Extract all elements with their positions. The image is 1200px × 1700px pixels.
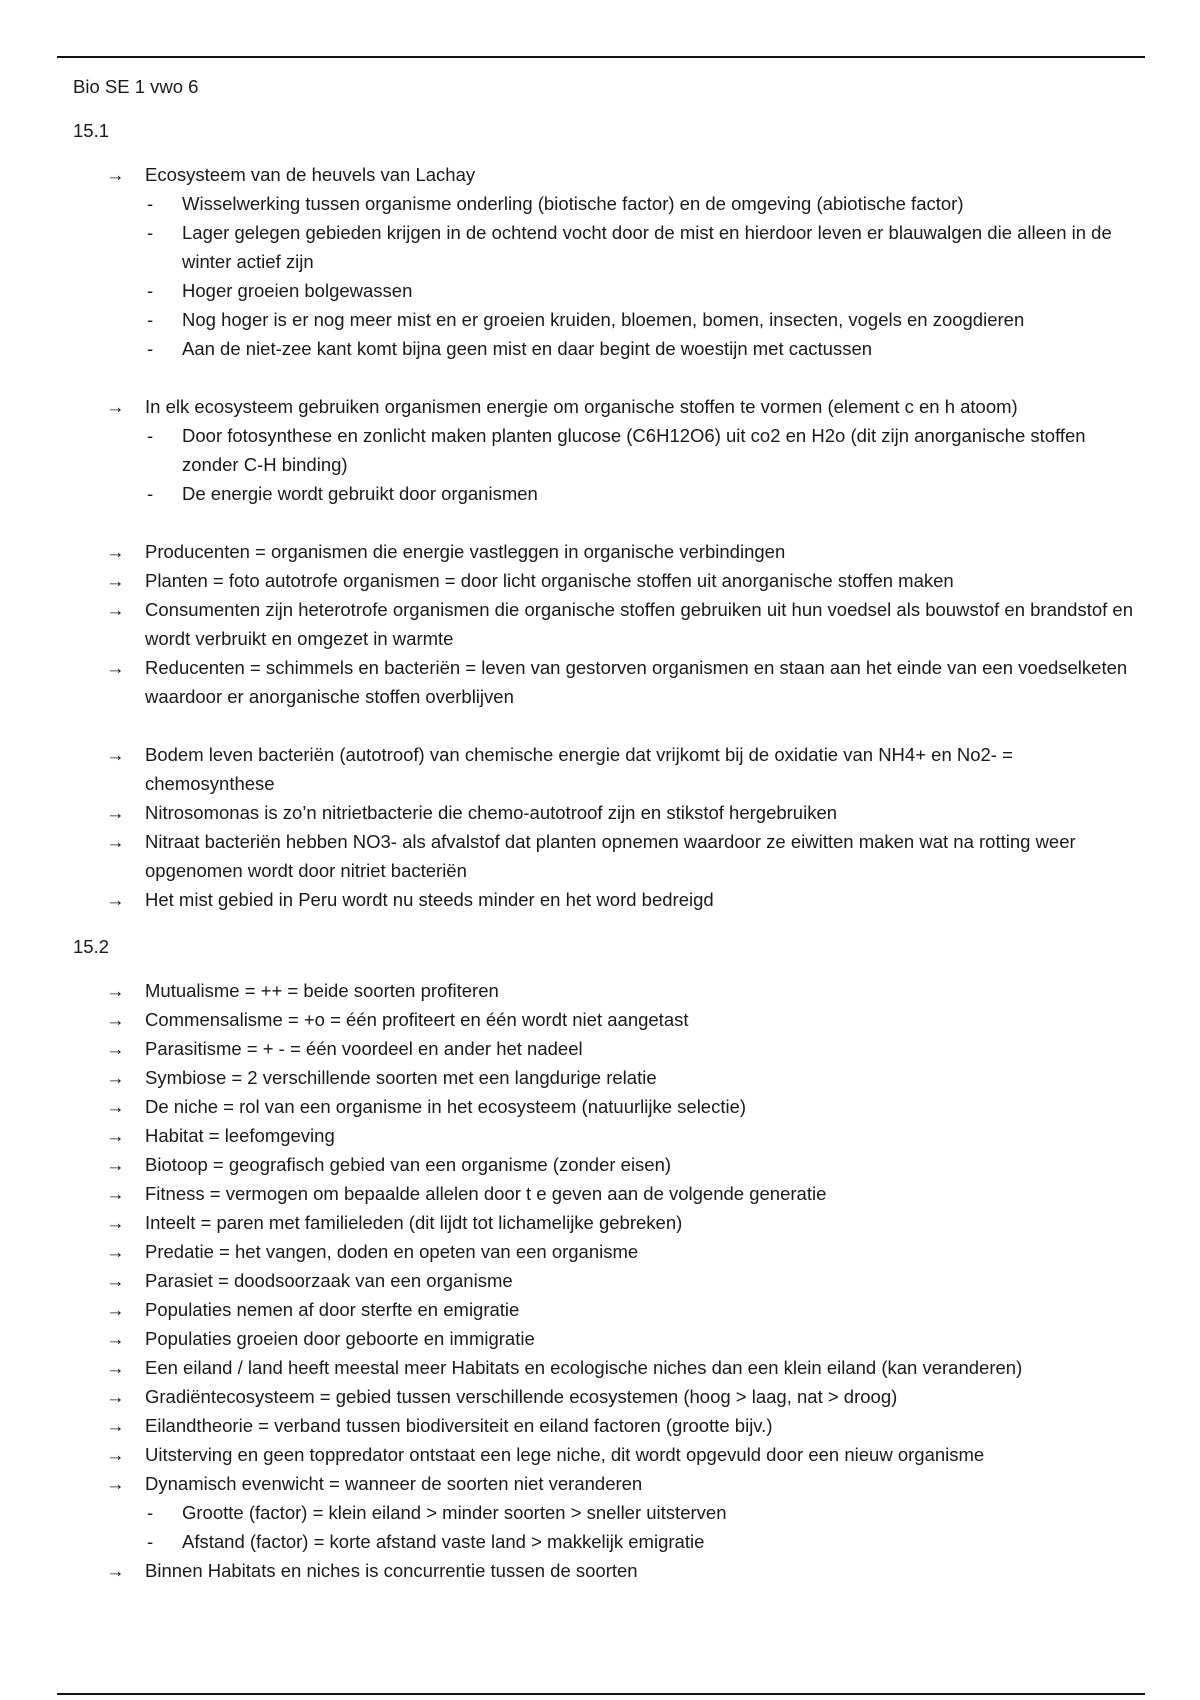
sub-bullet-item [73,334,1143,363]
sub-bullet-text: Grootte (factor) = klein eiland > minder soorten > sneller uitsterven [182,1502,727,1523]
bullet-item [73,1237,1143,1266]
bullet-item [73,595,1143,653]
bullet-text: Eilandtheorie = verband tussen biodiversiteit en eiland factoren (grootte bijv.) [145,1415,773,1436]
bullet-text: Predatie = het vangen, doden en opeten van een organisme [145,1241,639,1262]
bullet-text: Planten = foto autotrofe organismen = door licht organische stoffen uit anorganische stoffen maken [145,570,954,591]
sub-bullet-text: Lager gelegen gebieden krijgen in de ochtend vocht door de mist en hierdoor leven er blauwalgen die alleen in de winter actief zijn [182,222,1112,272]
bullet-item [73,740,1143,798]
arrow-bullet-icon: → [106,1415,125,1436]
bullet-item [73,798,1143,827]
bullet-group [73,537,1143,711]
sub-bullet-item [73,276,1143,305]
arrow-bullet-icon: → [106,1009,125,1030]
arrow-bullet-icon: → [106,1154,125,1175]
sub-bullet-item [73,1527,1143,1556]
bullet-item [73,827,1143,885]
sub-bullet-text: De energie wordt gebruikt door organismen [182,483,538,504]
sub-bullet-item [73,421,1143,479]
bullet-item [73,1034,1143,1063]
arrow-bullet-icon: → [106,889,125,910]
arrow-bullet-icon: → [106,1473,125,1494]
sub-bullet-text: Nog hoger is er nog meer mist en er groeien kruiden, bloemen, bomen, insecten, vogels en zoogdieren [182,309,1025,330]
arrow-bullet-icon: → [106,1270,125,1291]
bullet-text: Dynamisch evenwicht = wanneer de soorten niet veranderen [145,1473,643,1494]
bullet-item [73,1324,1143,1353]
document-title: Bio SE 1 vwo 6 [73,76,199,97]
bullet-text: Commensalisme = +o = één profiteert en één wordt niet aangetast [145,1009,689,1030]
arrow-bullet-icon: → [106,1444,125,1465]
bullet-item [73,1382,1143,1411]
arrow-bullet-icon: → [106,570,125,591]
bullet-text: Parasiet = doodsoorzaak van een organisme [145,1270,513,1291]
sub-bullet-item [73,479,1143,508]
arrow-bullet-icon: → [106,657,125,678]
bullet-text: Een eiland / land heeft meestal meer Habitats en ecologische niches dan een klein eiland (kan veranderen) [145,1357,1023,1378]
section [73,116,1143,914]
bullet-item [73,1150,1143,1179]
section [73,932,1143,1585]
bullet-group [73,392,1143,508]
section-heading: 15.1 [73,120,110,141]
arrow-bullet-icon: → [106,802,125,823]
bullet-item [73,1121,1143,1150]
bullet-text: Het mist gebied in Peru wordt nu steeds minder en het word bedreigd [145,889,714,910]
bullet-item [73,160,1143,189]
arrow-bullet-icon: → [106,1357,125,1378]
sub-bullet-item [73,1498,1143,1527]
arrow-bullet-icon: → [106,1560,125,1581]
bullet-text: In elk ecosysteem gebruiken organismen energie om organische stoffen te vormen (element c en h atoom) [145,396,1018,417]
bullet-text: Mutualisme = ++ = beide soorten profiteren [145,980,499,1001]
arrow-bullet-icon: → [106,1299,125,1320]
arrow-bullet-icon: → [106,1241,125,1262]
bullet-text: Habitat = leefomgeving [145,1125,335,1146]
bullet-text: Nitraat bacteriën hebben NO3- als afvalstof dat planten opnemen waardoor ze eiwitten maken wat na rotting weer opgenomen wordt door nitriet bacteriën [145,831,1076,881]
bullet-item [73,1411,1143,1440]
bullet-item [73,537,1143,566]
bullet-text: Populaties nemen af door sterfte en emigratie [145,1299,520,1320]
bullet-text: Symbiose = 2 verschillende soorten met een langdurige relatie [145,1067,657,1088]
dash-bullet-icon: - [147,425,154,446]
arrow-bullet-icon: → [106,1067,125,1088]
dash-bullet-icon: - [147,222,154,243]
sub-bullet-text: Aan de niet-zee kant komt bijna geen mist en daar begint de woestijn met cactussen [182,338,873,359]
arrow-bullet-icon: → [106,599,125,620]
arrow-bullet-icon: → [106,980,125,1001]
bullet-item [73,1353,1143,1382]
arrow-bullet-icon: → [106,744,125,765]
bullet-text: Producenten = organismen die energie vastleggen in organische verbindingen [145,541,786,562]
arrow-bullet-icon: → [106,1183,125,1204]
bullet-text: Binnen Habitats en niches is concurrentie tussen de soorten [145,1560,638,1581]
arrow-bullet-icon: → [106,1212,125,1233]
bullet-item [73,392,1143,421]
bullet-text: De niche = rol van een organisme in het ecosysteem (natuurlijke selectie) [145,1096,747,1117]
top-rule [57,56,1145,58]
bullet-text: Populaties groeien door geboorte en immigratie [145,1328,535,1349]
bullet-item [73,885,1143,914]
dash-bullet-icon: - [147,193,154,214]
bullet-item [73,1063,1143,1092]
sub-bullet-text: Wisselwerking tussen organisme onderling (biotische factor) en de omgeving (abiotische factor) [182,193,964,214]
dash-bullet-icon: - [147,280,154,301]
bullet-group [73,160,1143,363]
bullet-text: Consumenten zijn heterotrofe organismen die organische stoffen gebruiken uit hun voedsel als bouwstof en brandstof en wordt verbruikt en omgezet in warmte [145,599,1133,649]
bullet-item [73,1005,1143,1034]
sub-bullet-item [73,305,1143,334]
bullet-item [73,1295,1143,1324]
bullet-group [73,740,1143,914]
dash-bullet-icon: - [147,1502,154,1523]
bullet-text: Uitsterving en geen toppredator ontstaat een lege niche, dit wordt opgevuld door een nieuw organisme [145,1444,985,1465]
bullet-item [73,1179,1143,1208]
sub-bullet-text: Afstand (factor) = korte afstand vaste land > makkelijk emigratie [182,1531,705,1552]
bullet-item [73,653,1143,711]
sub-bullet-text: Hoger groeien bolgewassen [182,280,413,301]
arrow-bullet-icon: → [106,1125,125,1146]
bullet-text: Biotoop = geografisch gebied van een organisme (zonder eisen) [145,1154,672,1175]
arrow-bullet-icon: → [106,164,125,185]
bullet-text: Ecosysteem van de heuvels van Lachay [145,164,476,185]
sub-bullet-item [73,218,1143,276]
bullet-item [73,1092,1143,1121]
bullet-item [73,976,1143,1005]
bullet-text: Parasitisme = + - = één voordeel en ander het nadeel [145,1038,583,1059]
section-heading: 15.2 [73,936,110,957]
bullet-text: Inteelt = paren met familieleden (dit lijdt tot lichamelijke gebreken) [145,1212,683,1233]
bullet-text: Gradiëntecosysteem = gebied tussen verschillende ecosystemen (hoog > laag, nat > droog) [145,1386,898,1407]
sections [73,116,1143,1585]
arrow-bullet-icon: → [106,541,125,562]
arrow-bullet-icon: → [106,396,125,417]
bullet-text: Bodem leven bacteriën (autotroof) van chemische energie dat vrijkomt bij de oxidatie van NH4+ en No2- = chemosynthese [145,744,1013,794]
arrow-bullet-icon: → [106,831,125,852]
dash-bullet-icon: - [147,338,154,359]
sub-bullet-item [73,189,1143,218]
arrow-bullet-icon: → [106,1096,125,1117]
dash-bullet-icon: - [147,483,154,504]
dash-bullet-icon: - [147,1531,154,1552]
arrow-bullet-icon: → [106,1386,125,1407]
arrow-bullet-icon: → [106,1328,125,1349]
bullet-group [73,976,1143,1585]
document-body [73,72,1143,1603]
dash-bullet-icon: - [147,309,154,330]
bullet-item [73,1556,1143,1585]
bullet-item [73,1440,1143,1469]
arrow-bullet-icon: → [106,1038,125,1059]
bullet-item [73,1469,1143,1498]
bottom-rule [57,1693,1145,1695]
bullet-text: Fitness = vermogen om bepaalde allelen door t e geven aan de volgende generatie [145,1183,827,1204]
bullet-text: Reducenten = schimmels en bacteriën = leven van gestorven organismen en staan aan het einde van een voedselketen waardoor er anorganische stoffen overblijven [145,657,1128,707]
bullet-item [73,1266,1143,1295]
bullet-text: Nitrosomonas is zo’n nitrietbacterie die chemo-autotroof zijn en stikstof hergebruiken [145,802,838,823]
bullet-item [73,566,1143,595]
bullet-item [73,1208,1143,1237]
sub-bullet-text: Door fotosynthese en zonlicht maken planten glucose (C6H12O6) uit co2 en H2o (dit zijn anorganische stoffen zonder C-H binding) [182,425,1086,475]
